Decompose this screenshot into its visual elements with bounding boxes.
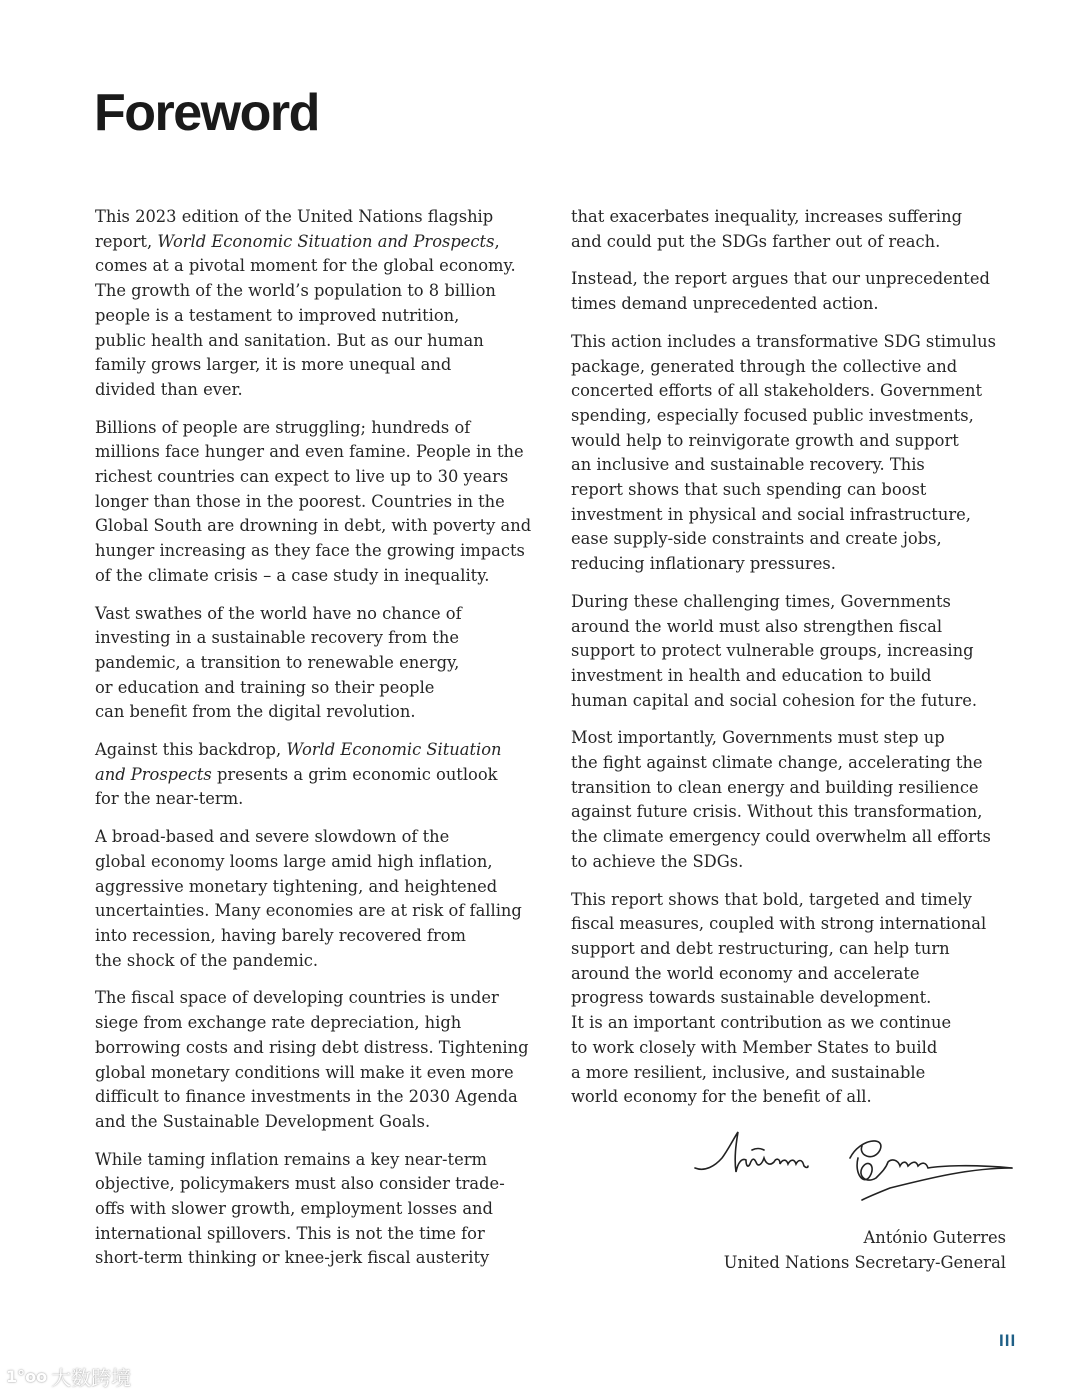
text-line: the climate emergency could overwhelm all efforts xyxy=(571,827,991,847)
text-line: During these challenging times, Governments xyxy=(571,591,951,611)
text-line: family grows larger, it is more unequal and xyxy=(95,355,452,375)
text-line: human capital and social cohesion for the future. xyxy=(571,690,978,710)
watermark-logo-icon: 1°oo xyxy=(6,1367,48,1386)
text-line: spending, especially focused public investments, xyxy=(571,405,974,425)
text-line: to work closely with Member States to build xyxy=(571,1037,938,1057)
text-line: progress towards sustainable development. xyxy=(571,988,932,1008)
text-line: objective, policymakers must also consider trade- xyxy=(95,1174,505,1194)
signatory-role: United Nations Secretary-General xyxy=(723,1252,1006,1272)
text-line: or education and training so their people xyxy=(95,677,435,697)
text-line: times demand unprecedented action. xyxy=(571,294,879,314)
text-line: transition to clean energy and building resilience xyxy=(571,777,979,797)
text-line: Global South are drowning in debt, with poverty and xyxy=(95,516,532,536)
text-line: pandemic, a transition to renewable energy, xyxy=(95,652,460,672)
text-line: longer than those in the poorest. Countries in the xyxy=(95,491,505,511)
paragraph xyxy=(571,590,1041,714)
paragraph xyxy=(571,267,1041,316)
text-line: global monetary conditions will make it even more xyxy=(95,1062,514,1082)
signatory-name: António Guterres xyxy=(863,1228,1006,1247)
text-line: around the world must also strengthen fiscal xyxy=(571,616,943,636)
right-text-column xyxy=(571,205,1041,1123)
text-line: The fiscal space of developing countries is under xyxy=(95,988,499,1008)
text-line: would help to reinvigorate growth and support xyxy=(571,430,959,450)
text-line: This action includes a transformative SDG stimulus xyxy=(571,331,996,351)
text-line: around the world economy and accelerate xyxy=(571,963,920,983)
page-number: III xyxy=(999,1331,1017,1350)
text-line: Instead, the report argues that our unprecedented xyxy=(571,269,990,289)
text-line: hunger increasing as they face the growing impacts xyxy=(95,541,525,561)
text-line: ease supply-side constraints and create jobs, xyxy=(571,529,942,549)
paragraph xyxy=(95,986,565,1134)
text-line: support to protect vulnerable groups, increasing xyxy=(571,641,974,661)
text-line: world economy for the benefit of all. xyxy=(571,1087,872,1107)
text-line: investing in a sustainable recovery from the xyxy=(95,628,459,648)
paragraph xyxy=(95,738,565,812)
text-line: offs with slower growth, employment losses and xyxy=(95,1199,493,1219)
text-line: This report shows that bold, targeted and timely xyxy=(571,889,972,909)
watermark-text: 大数跨境 xyxy=(51,1366,132,1390)
text-line: a more resilient, inclusive, and sustainable xyxy=(571,1062,926,1082)
signatory xyxy=(724,1226,1006,1275)
paragraph xyxy=(95,1148,565,1272)
text-line: concerted efforts of all stakeholders. Government xyxy=(571,381,983,401)
text-line: global economy looms large amid high inflation, xyxy=(95,851,493,871)
text-line: A broad-based and severe slowdown of the xyxy=(95,827,450,847)
text-line: It is an important contribution as we continue xyxy=(571,1013,952,1033)
text-line: borrowing costs and rising debt distress. Tightening xyxy=(95,1037,529,1057)
paragraph xyxy=(95,825,565,973)
text-line: fiscal measures, coupled with strong international xyxy=(571,914,987,934)
page-title: Foreword xyxy=(94,83,319,142)
text-line: the fight against climate change, accelerating the xyxy=(571,753,983,773)
text-line: into recession, having barely recovered from xyxy=(95,925,466,945)
text-line: aggressive monetary tightening, and heightened xyxy=(95,876,498,896)
text-line: Vast swathes of the world have no chance of xyxy=(95,603,462,623)
text-line: While taming inflation remains a key near-term xyxy=(95,1149,487,1169)
text-line: investment in physical and social infrastructure, xyxy=(571,504,971,524)
text-line: Billions of people are struggling; hundreds of xyxy=(95,417,471,437)
text-line: people is a testament to improved nutrition, xyxy=(95,305,460,325)
text-line: uncertainties. Many economies are at risk of falling xyxy=(95,901,522,921)
text-line: that exacerbates inequality, increases suffering xyxy=(571,207,963,226)
paragraph xyxy=(95,602,565,726)
text-line: report shows that such spending can boost xyxy=(571,480,927,500)
watermark xyxy=(6,1362,131,1391)
text-line: Against this backdrop, World Economic Situation xyxy=(95,740,502,760)
text-line: and could put the SDGs farther out of reach. xyxy=(571,231,941,251)
signature-image xyxy=(690,1128,1020,1204)
paragraph xyxy=(571,726,1041,874)
paragraph xyxy=(571,888,1041,1110)
text-line: can benefit from the digital revolution. xyxy=(95,702,416,722)
paragraph xyxy=(95,416,565,589)
text-line: and the Sustainable Development Goals. xyxy=(95,1111,431,1131)
text-line: report, World Economic Situation and Prospects, xyxy=(95,231,500,251)
text-line: to achieve the SDGs. xyxy=(571,851,744,871)
text-line: international spillovers. This is not the time for xyxy=(95,1223,485,1243)
text-line: and Prospects presents a grim economic outlook xyxy=(95,764,498,784)
text-line: This 2023 edition of the United Nations flagship xyxy=(95,207,494,226)
text-line: siege from exchange rate depreciation, high xyxy=(95,1013,462,1033)
text-line: reducing inflationary pressures. xyxy=(571,554,836,574)
text-line: Most importantly, Governments must step up xyxy=(571,728,945,748)
paragraph xyxy=(571,205,1041,254)
text-line: short-term thinking or knee-jerk fiscal austerity xyxy=(95,1248,490,1268)
text-line: against future crisis. Without this transformation, xyxy=(571,802,983,822)
text-line: an inclusive and sustainable recovery. This xyxy=(571,455,925,475)
text-line: divided than ever. xyxy=(95,379,243,399)
text-line: of the climate crisis – a case study in inequality. xyxy=(95,565,490,585)
text-line: investment in health and education to build xyxy=(571,665,932,685)
text-line: richest countries can expect to live up to 30 years xyxy=(95,467,509,487)
text-line: package, generated through the collective and xyxy=(571,356,958,376)
text-line: for the near-term. xyxy=(95,789,244,809)
text-line: public health and sanitation. But as our human xyxy=(95,330,484,350)
text-line: millions face hunger and even famine. People in the xyxy=(95,442,524,462)
text-line: the shock of the pandemic. xyxy=(95,950,319,970)
text-line: The growth of the world’s population to 8 billion xyxy=(95,281,496,301)
paragraph xyxy=(571,330,1041,577)
text-line: support and debt restructuring, can help turn xyxy=(571,938,950,958)
text-line: comes at a pivotal moment for the global economy. xyxy=(95,256,516,276)
paragraph xyxy=(95,205,565,403)
left-text-column xyxy=(95,205,565,1284)
text-line: difficult to finance investments in the 2030 Agenda xyxy=(95,1087,518,1107)
